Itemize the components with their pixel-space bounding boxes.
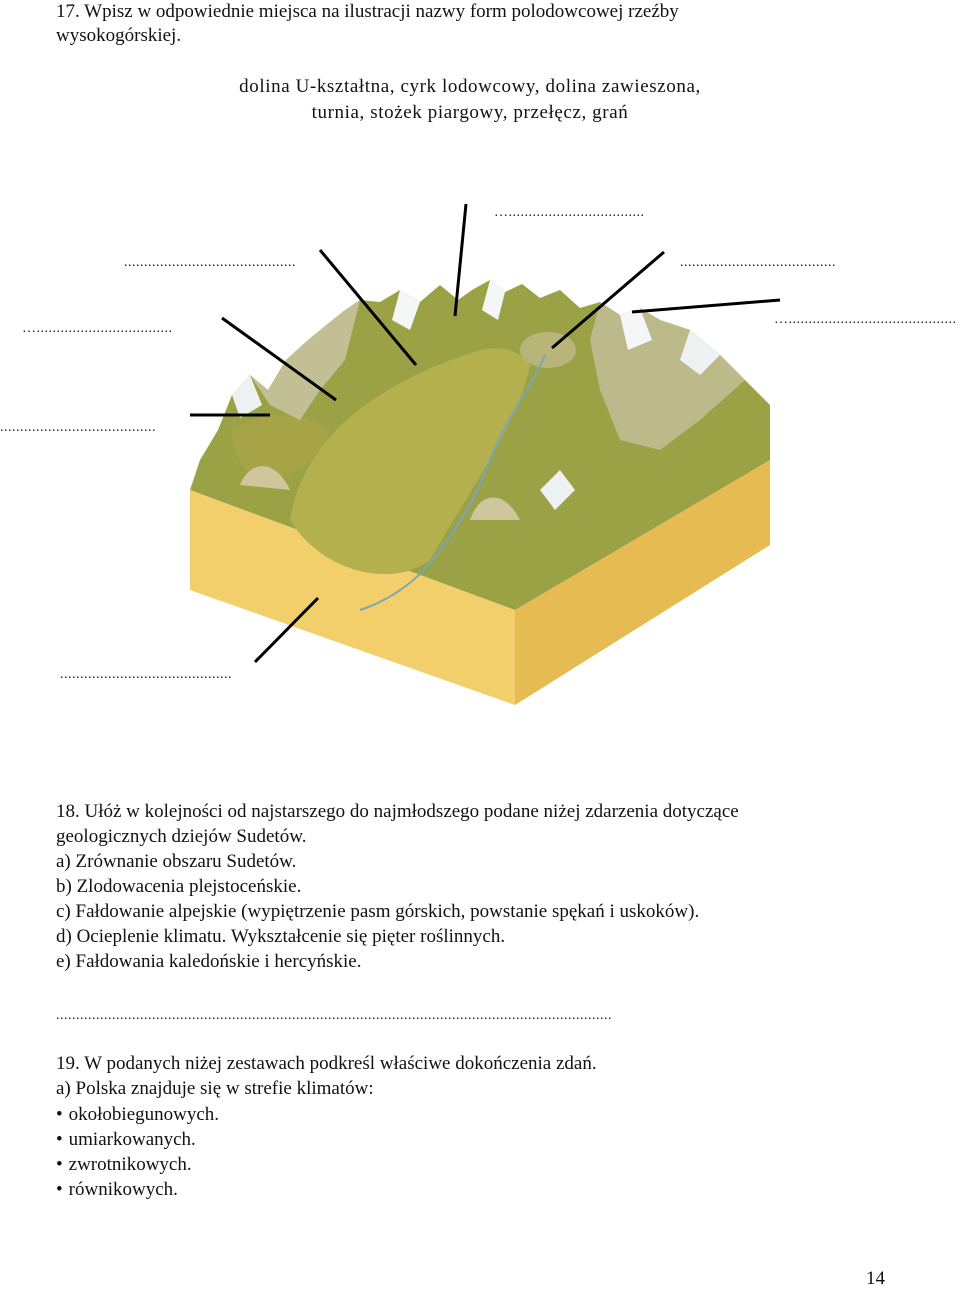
- label-blank[interactable]: .......................................: [0, 420, 156, 435]
- bullet-icon: •: [56, 1104, 63, 1125]
- label-blank[interactable]: ...........................................: [60, 667, 232, 682]
- q19-option-label: zwrotnikowych.: [68, 1154, 192, 1175]
- q18-item-d: d) Ocieplenie klimatu. Wykształcenie się pięter roślinnych.: [56, 926, 506, 947]
- q19-prompt-line-2: a) Polska znajduje się w strefie klimatów:: [56, 1078, 374, 1099]
- bullet-icon: •: [56, 1179, 63, 1200]
- q19-option[interactable]: [56, 1178, 178, 1202]
- q18-item-b: b) Zlodowacenia plejstoceńskie.: [56, 876, 302, 897]
- label-blank[interactable]: …..................................: [494, 205, 645, 220]
- q17-prompt-line-2: wysokogórskiej.: [56, 25, 182, 46]
- pointer-line: [632, 300, 780, 312]
- q17-word-bank-line-1: dolina U-kształtna, cyrk lodowcowy, dolina zawieszona,: [239, 76, 701, 97]
- q18-item-e: e) Fałdowania kaledońskie i hercyńskie.: [56, 951, 362, 972]
- label-blank[interactable]: …..........................................: [774, 312, 957, 327]
- q19-option-label: umiarkowanych.: [68, 1129, 196, 1150]
- q18-item-c: c) Fałdowanie alpejskie (wypiętrzenie pasm górskich, powstanie spękań i uskoków).: [56, 901, 700, 922]
- q18-prompt-line-2: geologicznych dziejów Sudetów.: [56, 826, 307, 847]
- label-blank[interactable]: ...........................................: [124, 255, 296, 270]
- label-blank[interactable]: …..................................: [22, 321, 173, 336]
- label-blank[interactable]: .......................................: [680, 255, 836, 270]
- q19-option-label: równikowych.: [68, 1179, 178, 1200]
- bullet-icon: •: [56, 1154, 63, 1175]
- q18-prompt-line-1: 18. Ułóż w kolejności od najstarszego do najmłodszego podane niżej zdarzenia dotyczące: [56, 801, 739, 822]
- q17-prompt-line-1: 17. Wpisz w odpowiednie miejsca na ilustracji nazwy form polodowcowej rzeźby: [56, 1, 679, 22]
- q19-option-label: okołobiegunowych.: [68, 1104, 220, 1125]
- cirque: [520, 332, 576, 368]
- q18-item-a: a) Zrównanie obszaru Sudetów.: [56, 851, 297, 872]
- q19-option[interactable]: [56, 1153, 192, 1177]
- q19-prompt-line-1: 19. W podanych niżej zestawach podkreśl właściwe dokończenia zdań.: [56, 1053, 597, 1074]
- q17-word-bank-line-2: turnia, stożek piargowy, przełęcz, grań: [311, 102, 629, 123]
- glacial-landscape-illustration: [0, 190, 960, 730]
- q19-option[interactable]: [56, 1128, 196, 1152]
- q19-option[interactable]: [56, 1103, 219, 1127]
- bullet-icon: •: [56, 1129, 63, 1150]
- page-number: 14: [866, 1268, 885, 1289]
- q18-answer-line[interactable]: ...........................................................................................................................................: [56, 1008, 612, 1023]
